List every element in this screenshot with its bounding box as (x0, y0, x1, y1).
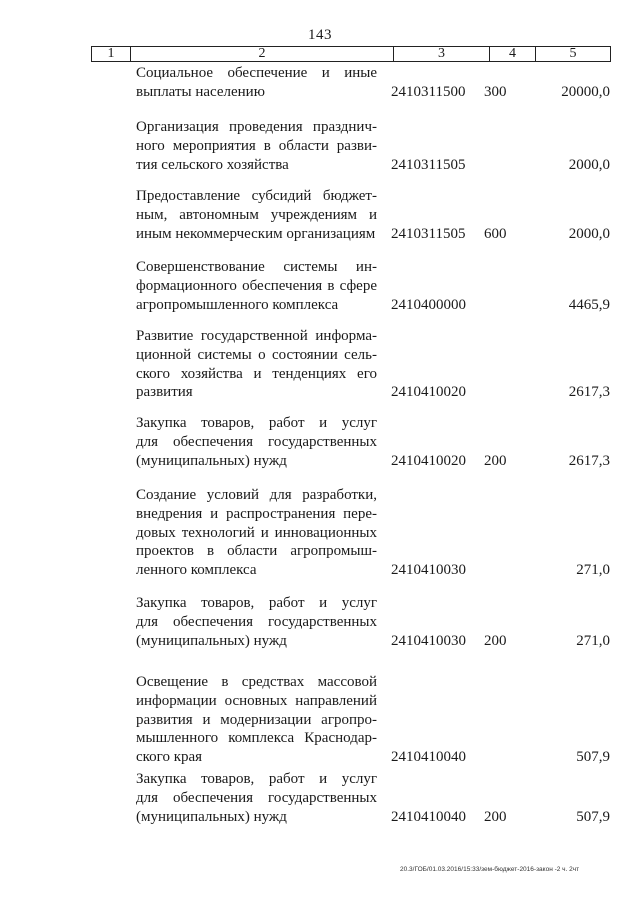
table-row (136, 770, 610, 826)
row-name-line: выплаты населению (136, 83, 265, 100)
row-code: 2410410030 (391, 632, 466, 649)
table-row (136, 118, 610, 174)
row-name-line: тия сельского хозяйства (136, 156, 289, 173)
row-name-line: внедрения и распространения пере- (136, 505, 377, 522)
row-name (136, 258, 377, 314)
table-row (136, 187, 610, 243)
row-name (136, 594, 377, 650)
row-name (136, 118, 377, 174)
row-name-line: ского хозяйства и тенденциях его (136, 365, 377, 382)
row-amount: 507,9 (576, 808, 610, 825)
row-code: 2410311500 (391, 83, 466, 100)
row-name-line: (муниципальных) нужд (136, 632, 287, 649)
row-name-line: развития (136, 384, 193, 401)
table-header (91, 46, 611, 62)
page-number: 143 (308, 27, 332, 43)
row-amount: 20000,0 (561, 83, 610, 100)
row-amount: 4465,9 (568, 296, 610, 313)
row-amount: 507,9 (576, 749, 610, 766)
row-name-line: ного мероприятия в области разви- (136, 137, 377, 154)
row-name-line: для обеспечения государственных (136, 613, 377, 630)
row-name-line: Развитие государственной информа- (136, 328, 377, 344)
table-row (136, 414, 610, 470)
row-amount: 2000,0 (568, 156, 610, 173)
row-name-line: для обеспечения государственных (136, 789, 377, 806)
table-row (136, 327, 610, 402)
row-code: 2410410020 (391, 452, 466, 469)
row-name-line: информации основных направлений (136, 692, 377, 709)
row-name-line: ным, автономным учреждениям и (136, 206, 377, 223)
row-amount: 271,0 (576, 562, 610, 579)
row-name-line: формационного обеспечения в сфере (136, 277, 377, 294)
row-name-line: иным некоммерческим организациям (136, 225, 376, 242)
row-name (136, 673, 377, 767)
row-name-line: Социальное обеспечение и иные (136, 65, 377, 81)
row-name-line: Организация проведения празднич- (136, 119, 377, 135)
header-col-3: 3 (394, 47, 490, 61)
row-code: 2410410040 (391, 749, 466, 766)
row-name-line: агропромышленного комплекса (136, 296, 339, 313)
row-name-line: ционной системы о состоянии сель- (136, 346, 377, 363)
row-name-line: проектов в области агропромыш- (136, 543, 377, 560)
table-row (136, 486, 610, 580)
row-expense-type: 300 (484, 83, 507, 100)
row-amount: 2617,3 (568, 384, 610, 401)
row-name-line: (муниципальных) нужд (136, 452, 287, 469)
row-name-line: Совершенствование системы ин- (136, 259, 377, 275)
row-code: 2410311505 (391, 156, 466, 173)
header-col-1: 1 (92, 47, 131, 61)
header-col-2: 2 (131, 47, 394, 61)
row-code: 2410410030 (391, 562, 466, 579)
row-name (136, 486, 377, 580)
footer-note: 20.3/ГОБ/01.03.2016/15:33/зем-бюджет-2016-закон -2 ч. 2чт (400, 866, 580, 873)
row-expense-type: 200 (484, 808, 507, 825)
row-expense-type: 600 (484, 225, 507, 242)
row-name-line: (муниципальных) нужд (136, 808, 287, 825)
row-amount: 2617,3 (568, 452, 610, 469)
row-code: 2410311505 (391, 225, 466, 242)
row-name-line: развития и модернизации агропро- (136, 711, 377, 728)
row-name (136, 770, 377, 826)
header-col-4: 4 (490, 47, 536, 61)
row-name-line: мышленного комплекса Краснодар- (136, 730, 377, 747)
row-name-line: Закупка товаров, работ и услуг (136, 771, 377, 787)
table-row (136, 64, 610, 102)
row-name-line: довых технологий и инновационных (136, 524, 377, 541)
table-row (136, 673, 610, 767)
row-name-line: ского края (136, 749, 203, 766)
row-name (136, 414, 377, 470)
row-amount: 2000,0 (568, 225, 610, 242)
row-name (136, 64, 377, 102)
row-name-line: Закупка товаров, работ и услуг (136, 415, 377, 431)
row-expense-type: 200 (484, 452, 507, 469)
row-name (136, 187, 377, 243)
row-name (136, 327, 377, 402)
row-name-line: Закупка товаров, работ и услуг (136, 595, 377, 611)
table-row (136, 258, 610, 314)
table-row (136, 594, 610, 650)
row-expense-type: 200 (484, 632, 507, 649)
row-code: 2410410020 (391, 384, 466, 401)
header-col-5: 5 (569, 46, 577, 61)
row-name-line: ленного комплекса (136, 562, 257, 579)
row-code: 2410410040 (391, 808, 466, 825)
row-name-line: Создание условий для разработки, (136, 487, 377, 503)
row-name-line: Предоставление субсидий бюджет- (136, 188, 377, 204)
row-code: 2410400000 (391, 296, 466, 313)
row-name-line: для обеспечения государственных (136, 433, 377, 450)
row-name-line: Освещение в средствах массовой (136, 674, 377, 690)
row-amount: 271,0 (576, 632, 610, 649)
